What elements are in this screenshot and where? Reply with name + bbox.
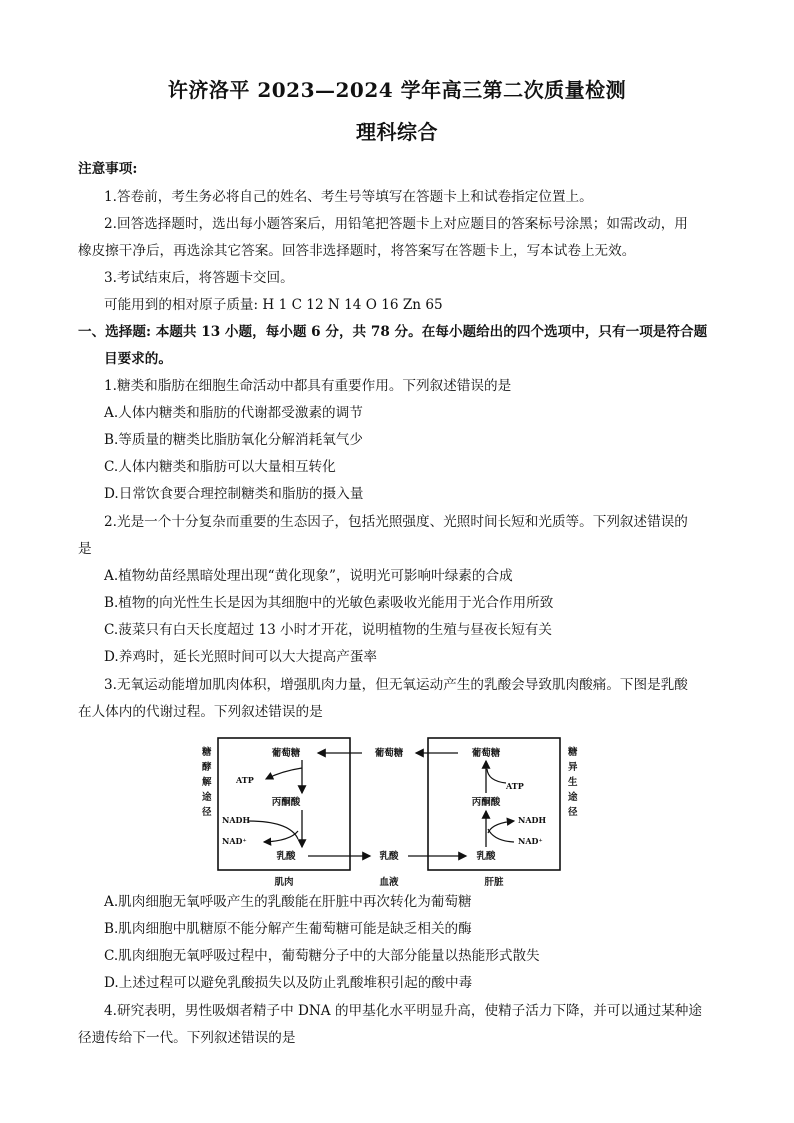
question-4-stem-line-1: 4.研究表明，男性吸烟者精子中 DNA 的甲基化水平明显升高，使精子活力下降，并可以通过某种途	[104, 1003, 702, 1019]
label-blood: 血液	[379, 877, 399, 888]
side-label-right-5: 径	[568, 807, 578, 818]
note-item-2-line-2: 橡皮擦干净后，再选涂其它答案。回答非选择题时，将答案写在答题卡上，写本试卷上无效。	[78, 243, 636, 259]
side-label-left-5: 径	[202, 807, 212, 818]
question-3-option-a: A.肌肉细胞无氧呼吸产生的乳酸能在肝脏中再次转化为葡萄糖	[104, 894, 472, 910]
question-1-option-a: A.人体内糖类和脂肪的代谢都受激素的调节	[104, 405, 363, 421]
note-item-3: 3.考试结束后，将答题卡交回。	[104, 270, 294, 286]
muscle-lactate: 乳酸	[276, 851, 296, 862]
muscle-glucose: 葡萄糖	[271, 748, 301, 759]
muscle-nadh: NADH	[222, 815, 251, 825]
notes-heading: 注意事项:	[78, 161, 138, 177]
question-1-option-d: D.日常饮食要合理控制糖类和脂肪的摄入量	[104, 486, 364, 502]
section-heading-line-2: 目要求的。	[104, 351, 172, 367]
label-muscle: 肌肉	[274, 877, 294, 888]
side-label-right-4: 途	[568, 792, 578, 803]
question-3-option-d: D.上述过程可以避免乳酸损失以及防止乳酸堆积引起的酸中毒	[104, 975, 473, 991]
side-label-left-1: 糖	[202, 747, 212, 758]
note-item-2-line-1: 2.回答选择题时，选出每小题答案后，用铅笔把答题卡上对应题目的答案标号涂黑；如需改动，用	[104, 216, 688, 232]
question-2-option-d: D.养鸡时，延长光照时间可以大大提高产蛋率	[104, 649, 378, 665]
side-label-left-3: 解	[202, 777, 212, 788]
liver-atp: ATP	[506, 781, 524, 791]
question-3-option-b: B.肌肉细胞中肌糖原不能分解产生葡萄糖可能是缺乏相关的酶	[104, 921, 472, 937]
diagram-svg	[190, 733, 590, 888]
liver-pyruvate: 丙酮酸	[471, 797, 501, 808]
section-heading-line-1: 一、选择题: 本题共 13 小题，每小题 6 分，共 78 分。在每小题给出的四个选项中，只有一项是符合题	[78, 324, 708, 340]
liver-nadh: NADH	[518, 815, 547, 825]
liver-nad: NAD⁺	[518, 836, 543, 846]
liver-lactate: 乳酸	[476, 851, 496, 862]
question-2-option-b: B.植物的向光性生长是因为其细胞中的光敏色素吸收光能用于光合作用所致	[104, 595, 554, 611]
question-1-option-c: C.人体内糖类和脂肪可以大量相互转化	[104, 459, 336, 475]
exam-title: 许济洛平 2023—2024 学年高三第二次质量检测	[167, 78, 627, 102]
blood-lactate: 乳酸	[379, 851, 399, 862]
side-label-right-2: 异	[568, 762, 578, 773]
blood-glucose: 葡萄糖	[374, 748, 404, 759]
side-label-right-1: 糖	[568, 747, 578, 758]
question-2-option-a: A.植物幼苗经黑暗处理出现“黄化现象”，说明光可影响叶绿素的合成	[104, 568, 513, 584]
muscle-atp: ATP	[236, 775, 254, 785]
liver-glucose: 葡萄糖	[471, 748, 501, 759]
muscle-nad: NAD⁺	[222, 836, 247, 846]
question-3-stem-line-1: 3.无氧运动能增加肌肉体积，增强肌肉力量，但无氧运动产生的乳酸会导致肌肉酸痛。下图是乳酸	[104, 677, 688, 693]
question-3-option-c: C.肌肉细胞无氧呼吸过程中，葡萄糖分子中的大部分能量以热能形式散失	[104, 948, 540, 964]
exam-subtitle: 理科综合	[356, 120, 438, 144]
muscle-pyruvate: 丙酮酸	[271, 797, 301, 808]
question-2-option-c: C.菠菜只有白天长度超过 13 小时才开花，说明植物的生殖与昼夜长短有关	[104, 622, 552, 638]
lactate-metabolism-diagram	[190, 733, 590, 888]
note-item-1: 1.答卷前，考生务必将自己的姓名、考生号等填写在答题卡上和试卷指定位置上。	[104, 189, 593, 205]
question-1-stem: 1.糖类和脂肪在细胞生命活动中都具有重要作用。下列叙述错误的是	[104, 378, 512, 394]
question-4-stem-line-2: 径遗传给下一代。下列叙述错误的是	[78, 1030, 296, 1046]
question-2-stem-line-2: 是	[78, 541, 92, 557]
side-label-left-4: 途	[202, 792, 212, 803]
side-label-right-3: 生	[568, 777, 578, 788]
question-1-option-b: B.等质量的糖类比脂肪氧化分解消耗氧气少	[104, 432, 363, 448]
atomic-mass-line: 可能用到的相对原子质量: H 1 C 12 N 14 O 16 Zn 65	[104, 297, 443, 313]
question-3-stem-line-2: 在人体内的代谢过程。下列叙述错误的是	[78, 704, 323, 720]
label-liver: 肝脏	[484, 877, 504, 888]
question-2-stem-line-1: 2.光是一个十分复杂而重要的生态因子，包括光照强度、光照时间长短和光质等。下列叙述错误的	[104, 514, 688, 530]
side-label-left-2: 酵	[202, 762, 212, 773]
